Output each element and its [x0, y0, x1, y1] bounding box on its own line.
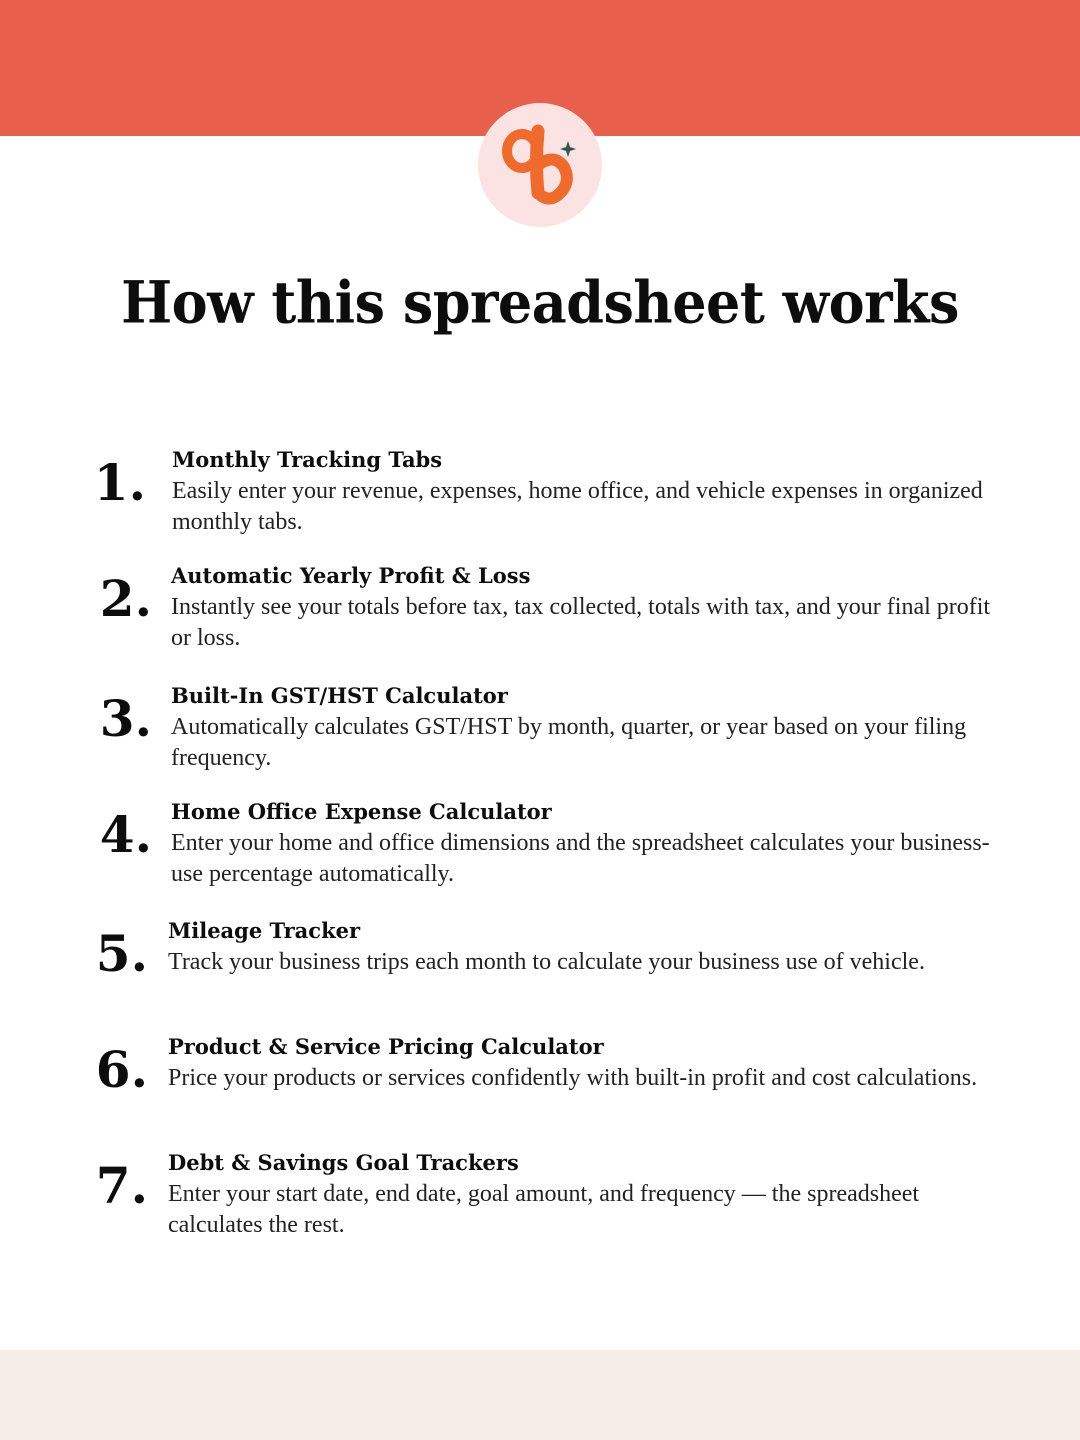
step-heading: Home Office Expense Calculator [171, 799, 552, 824]
step-number: 3. [99, 689, 152, 748]
step-number: 2. [99, 569, 152, 628]
step-description: Track your business trips each month to calculate your business use of vehicle. [168, 949, 925, 975]
step-description: Price your products or services confidently with built-in profit and cost calculations. [168, 1065, 978, 1091]
step-description: Instantly see your totals before tax, tax collected, totals with tax, and your final profit or loss. [171, 594, 991, 651]
step-item-2 [0, 563, 1080, 673]
step-item-4 [0, 799, 1080, 909]
step-heading: Mileage Tracker [168, 918, 361, 943]
step-item-6 [0, 1034, 1080, 1144]
step-description: Enter your start date, end date, goal amount, and frequency — the spreadsheet calculates the rest. [168, 1181, 920, 1238]
brand-logo [478, 103, 602, 227]
page-title: How this spreadsheet works [121, 267, 959, 337]
footer-band [0, 1350, 1080, 1440]
step-description: Enter your home and office dimensions and the spreadsheet calculates your business-use percentage automatically. [171, 830, 990, 887]
step-number: 7. [95, 1156, 148, 1215]
step-heading: Monthly Tracking Tabs [172, 447, 443, 472]
step-item-1 [0, 447, 1080, 557]
step-item-7 [0, 1150, 1080, 1260]
step-item-5 [0, 918, 1080, 1028]
step-number: 4. [99, 805, 152, 864]
step-description: Easily enter your revenue, expenses, home office, and vehicle expenses in organized monthly tabs. [172, 478, 983, 535]
step-heading: Built-In GST/HST Calculator [171, 683, 508, 708]
step-number: 1. [93, 453, 146, 512]
step-heading: Debt & Savings Goal Trackers [168, 1150, 519, 1175]
step-number: 6. [95, 1040, 148, 1099]
step-number: 5. [95, 924, 148, 983]
step-heading: Automatic Yearly Profit & Loss [171, 563, 531, 588]
step-heading: Product & Service Pricing Calculator [168, 1034, 604, 1059]
step-description: Automatically calculates GST/HST by month, quarter, or year based on your filing frequency. [171, 714, 967, 771]
step-item-3 [0, 683, 1080, 793]
